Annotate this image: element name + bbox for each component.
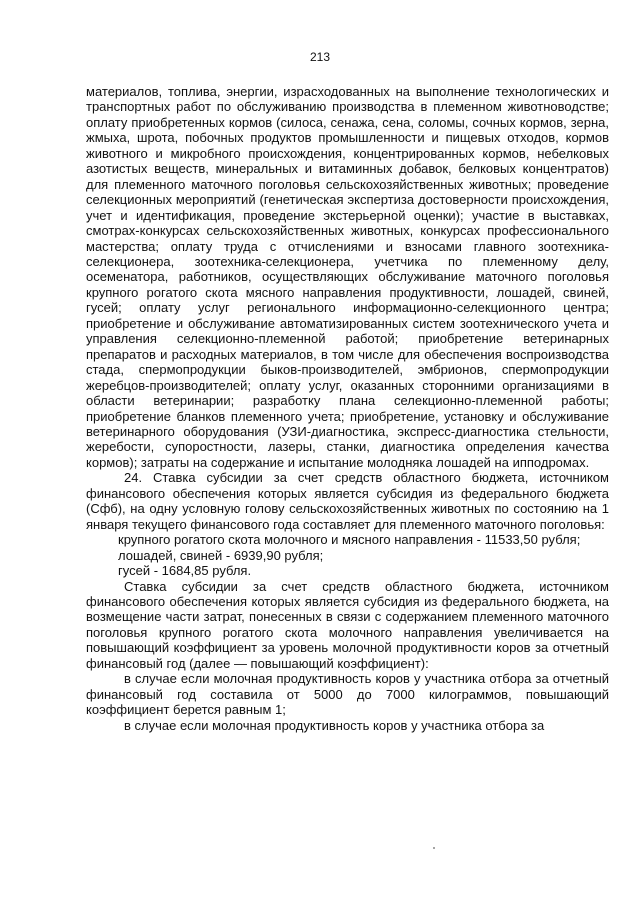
paragraph-clause-24: 24. Ставка субсидии за счет средств областного бюджета, источником финансового обеспечения которых является субсидия из федерального бюджета (Сфб), на одну условную голову сельскохозяйственных животных по состоянию на 1 января текущего финансового года составляет для племенного маточного поголовья:: [86, 470, 609, 532]
rate-geese: гусей - 1684,85 рубля.: [118, 563, 252, 579]
page-number: 213: [309, 50, 331, 64]
scan-speck: [433, 847, 435, 849]
paragraph-costs-list: материалов, топлива, энергии, израсходованных на выполнение технологических и транспортных работ по обслуживанию производства в племенном животноводстве; оплату приобретенных кормов (силоса, сенажа, сена, соломы, сочных кормов, зерна, жмыха, шрота, побочных продуктов промышленности и пищевых отходов, кормов животного и микробного происхождения, концентрированных кормов, небелковых азотистых веществ, минеральных и витаминных добавок, белковых концентратов) для племенного маточного поголовья сельскохозяйственных животных; проведение селекционных мероприятий (генетическая экспертиза достоверности происхождения, учет и идентификация, проведение экстерьерной оценки); участие в выставках, смотрах-конкурсах сельскохозяйственных животных, конкурсах профессионального мастерства; оплату труда с отчислениями и взносами главного зоотехника-селекционера, зоотехника-селекционера, учетчика по племенному делу, осеменатора, работников, осуществляющих обслуживание маточного поголовья крупного рогатого скота мясного направления продуктивности, лошадей, свиней, гусей; оплату услуг регионального информационно-селекционного центра; приобретение и обслуживание автоматизированных систем зоотехнического учета и управления селекционно-племенной работой; приобретение ветеринарных препаратов и расходных материалов, в том числе для обеспечения воспроизводства стада, спермопродукции быков-производителей, эмбрионов, спермопродукции жеребцов-производителей; оплату услуг, оказанных сторонними организациями в области ветеринарии; разработку плана селекционно-племенной работы; приобретение бланков племенного учета; приобретение, установку и обслуживание ветеринарного оборудования (УЗИ-диагностика, экспресс-диагностика стельности, жеребости, супоростности, лазеры, станки, диагностика определения качества кормов); затраты на содержание и испытание молодняка лошадей на ипподромах.: [86, 84, 609, 470]
paragraph-coefficient: Ставка субсидии за счет средств областного бюджета, источником финансового обеспечения которых является субсидия из федерального бюджета, на возмещение части затрат, понесенных в связи с содержанием племенного маточного поголовья крупного рогатого скота молочного направления увеличивается на повышающий коэффициент за уровень молочной продуктивности коров за отчетный финансовый год (далее — повышающий коэффициент):: [86, 578, 609, 671]
paragraph-case-next: в случае если молочная продуктивность коров у участника отбора за: [124, 717, 545, 733]
rate-horses-pigs: лошадей, свиней - 6939,90 рубля;: [118, 547, 324, 563]
paragraph-case-5000-7000: в случае если молочная продуктивность коров у участника отбора за отчетный финансовый год составила от 5000 до 7000 килограммов, повышающий коэффициент берется равным 1;: [86, 671, 609, 718]
document-body: [86, 84, 609, 733]
rate-cattle: крупного рогатого скота молочного и мясного направления - 11533,50 рубля;: [118, 532, 581, 548]
